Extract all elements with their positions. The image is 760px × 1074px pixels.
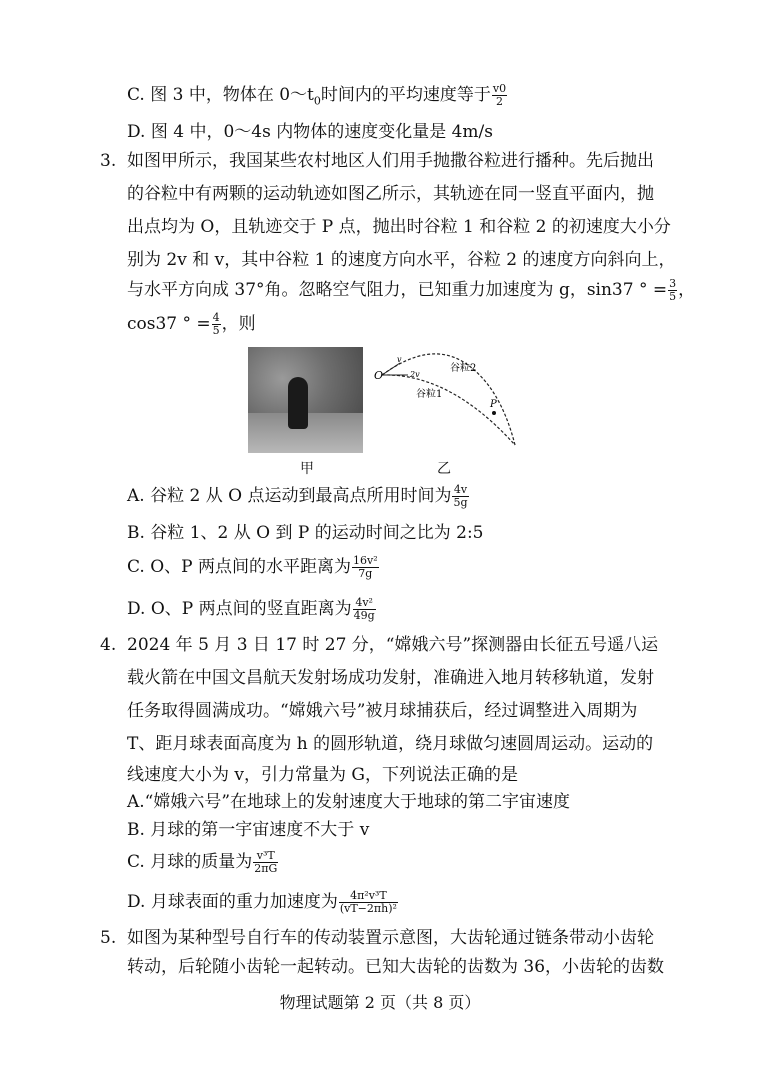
trajectory-diagram: [370, 345, 530, 455]
point-p: [492, 411, 496, 415]
q4-stem-line: 载火箭在中国文昌航天发射场成功发射，准确进入地月转移轨道，发射: [127, 668, 654, 688]
figure-caption-b: 乙: [437, 461, 451, 477]
q3-stem-line: 与水平方向成 37°角。忽略空气阻力，已知重力加速度为 g，sin37 ° = $\frac{3}{5}$ ，: [127, 277, 696, 303]
page-footer: 物理试题第 2 页（共 8 页）: [279, 993, 481, 1012]
q3-stem-line: 出点均为 O，且轨迹交于 P 点，抛出时谷粒 1 和谷粒 2 的初速度大小分: [127, 217, 671, 237]
q4-stem-line: T、距月球表面高度为 h 的圆形轨道，绕月球做匀速圆周运动。运动的: [127, 734, 654, 754]
label-grain1: 谷粒1: [416, 389, 443, 400]
q3-option-a: A. 谷粒 2 从 O 点运动到最高点所用时间为 $\frac{4v}{5g}$: [127, 483, 468, 509]
q4-option-a: A.“嫦娥六号”在地球上的发射速度大于地球的第二宇宙速度: [127, 792, 571, 812]
q4-option-d: D. 月球表面的重力加速度为 $\frac{\text{4π²v³T}}{\text{(vT−2πh)²}}$: [127, 889, 397, 915]
q4-option-c: C. 月球的质量为 $\frac{\text{v³T}}{2\pi G}$: [127, 849, 278, 875]
q3-stem-line: 的谷粒中有两颗的运动轨迹如图乙所示，其轨迹在同一竖直平面内，抛: [127, 184, 654, 204]
fraction: $\frac{\text{v³T}}{2\pi G}$: [254, 849, 278, 875]
label-o: O: [374, 369, 384, 382]
fraction: $\frac{4}{5}$: [212, 311, 220, 337]
q4-stem-line: 任务取得圆满成功。“嫦娥六号”被月球捕获后，经过调整进入周期为: [127, 701, 638, 721]
label-2v: 2v: [410, 370, 420, 379]
q5-stem-line: 转动，后轮随小齿轮一起转动。已知大齿轮的齿数为 36，小齿轮的齿数: [127, 957, 665, 977]
q5-stem-line: 如图为某种型号自行车的传动装置示意图，大齿轮通过链条带动小齿轮: [127, 928, 654, 948]
q3-stem-line: 别为 2v 和 v，其中谷粒 1 的速度方向水平，谷粒 2 的速度方向斜向上，: [127, 250, 676, 270]
fraction: $\frac{4v}{5g}$: [453, 483, 468, 509]
person-silhouette: [288, 377, 308, 429]
q3-option-d: D. O、P 两点间的竖直距离为 $\frac{\text{4v²}}{49g}$: [127, 596, 375, 622]
q3-option-c: C. O、P 两点间的水平距离为 $\frac{\text{16v²}}{7g}$: [127, 554, 378, 580]
q4-option-b: B. 月球的第一宇宙速度不大于 v: [127, 820, 370, 840]
q5-number: 5.: [100, 928, 117, 948]
fraction: $\frac{\text{4v²}}{49g}$: [353, 596, 375, 622]
figure-caption-a: 甲: [300, 461, 314, 477]
label-v: v: [397, 355, 402, 364]
fraction: $\frac{\text{4π²v³T}}{\text{(vT−2πh)²}}$: [339, 889, 397, 915]
q2-option-c: C. 图 3 中，物体在 $0\sim t_0$时间内的平均速度等于 $\frac{v0}{2}$: [127, 82, 507, 108]
q4-stem-line: 线速度大小为 v，引力常量为 G，下列说法正确的是: [127, 765, 518, 785]
fraction: $\frac{v0}{2}$: [492, 82, 507, 108]
q4-stem-line: 2024 年 5 月 3 日 17 时 27 分，“嫦娥六号”探测器由长征五号遥八运: [127, 635, 659, 655]
fraction: $\frac{\text{16v²}}{7g}$: [353, 554, 378, 580]
label-grain2: 谷粒2: [450, 363, 477, 374]
q2-option-d: D. 图 4 中，0～4s 内物体的速度变化量是 4m/s: [127, 122, 494, 142]
sowing-photo: [248, 347, 363, 453]
q3-option-b: B. 谷粒 1、2 从 O 到 P 的运动时间之比为 2:5: [127, 523, 484, 543]
q3-stem-line: 如图甲所示，我国某些农村地区人们用手抛撒谷粒进行播种。先后抛出: [127, 151, 654, 171]
q3-number: 3.: [100, 151, 117, 171]
q3-stem-line: cos37 ° = $\frac{4}{5}$ ，则: [127, 311, 256, 337]
fraction: $\frac{3}{5}$: [669, 277, 677, 303]
velocity-v-arrow: [382, 363, 400, 375]
q4-number: 4.: [100, 635, 117, 655]
label-p: P: [490, 399, 497, 410]
